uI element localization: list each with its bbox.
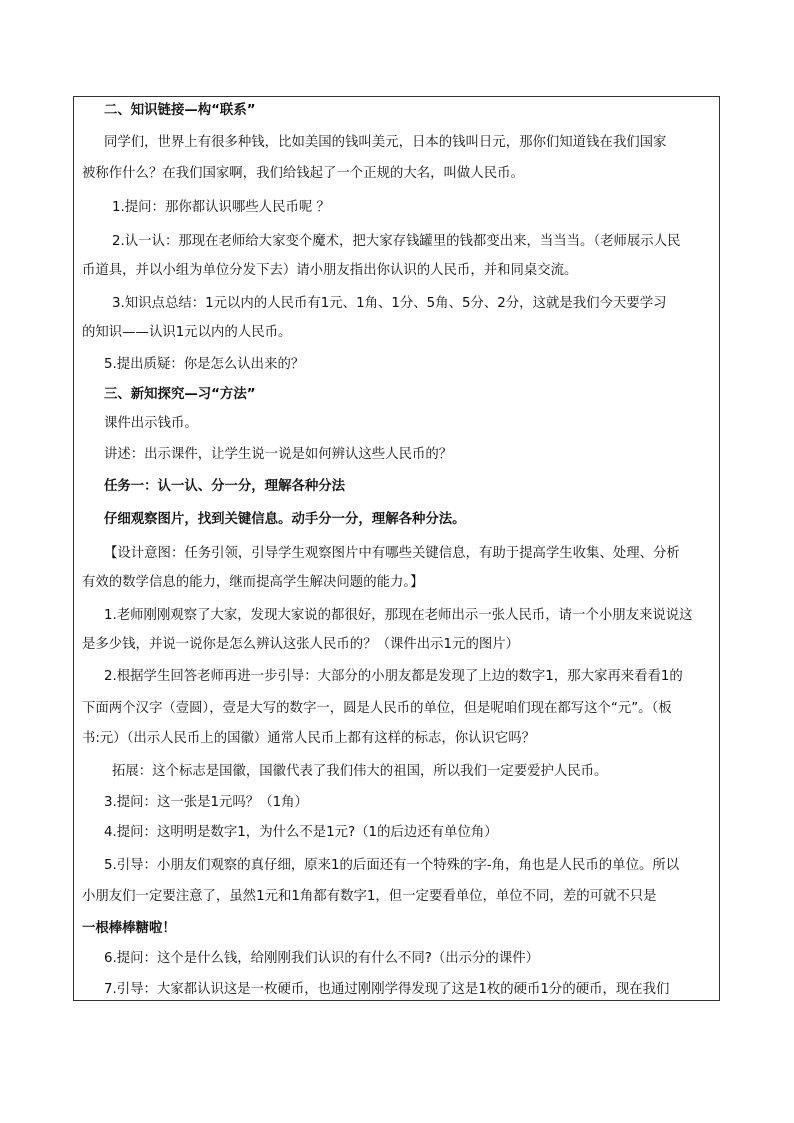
paragraph-line: 课件出示钱币。 [104, 416, 198, 431]
paragraph-line: 的知识——认识1元以内的人民币。 [82, 325, 292, 340]
section-heading-2: 二、知识链接—构“联系” [104, 103, 256, 118]
paragraph-line: 书:元）（出示人民币上的国徽）通常人民币上都有这样的标志，你认识它吗？ [82, 731, 536, 746]
paragraph-line: 1.提问：那你都认识哪些人民币呢 ？ [112, 200, 330, 215]
paragraph-line: 同学们，世界上有很多种钱，比如美国的钱叫美元，日本的钱叫日元，那你们知道钱在我们国家 [104, 135, 667, 150]
paragraph-line: 4.提问：这明明是数字1，为什么不是1元?（1的后边还有单位角） [104, 825, 498, 840]
paragraph-line: 是多少钱，并说一说你是怎么辨认这张人民币的？（课件出示1元的图片） [82, 637, 520, 652]
paragraph-line: 3.提问：这一张是1元吗？（1角） [104, 795, 308, 810]
document-frame [73, 96, 720, 1001]
paragraph-line: 5.引导：小朋友们观察的真仔细，原来1的后面还有一个特殊的字-角，角也是人民币的单位。所以 [104, 858, 680, 873]
paragraph-line: 1.老师刚刚观察了大家，发现大家说的都很好，那现在老师出示一张人民币，请一个小朋友来说说这 [104, 608, 693, 623]
design-intent-line: 【设计意图：任务引领，引导学生观察图片中有哪些关键信息，有助于提高学生收集、处理、分析 [104, 546, 680, 561]
paragraph-line: 讲述：出示课件，让学生说一说是如何辨认这些人民币的？ [104, 447, 453, 462]
paragraph-line: 币道具，并以小组为单位分发下去）请小朋友指出你认识的人民币，并和同桌交流。 [82, 263, 578, 278]
paragraph-line: 3.知识点总结：1元以内的人民币有1元、1角、1分、5角、5分、2分，这就是我们今天要学习 [112, 296, 667, 311]
paragraph-line: 下面两个汉字（壹圆），壹是大写的数字一，圆是人民币的单位，但是呢咱们现在都写这个“元”。（板 [82, 701, 672, 716]
paragraph-line: 被称作什么？在我们国家啊，我们给钱起了一个正规的大名，叫做人民币。 [82, 166, 524, 181]
task-heading: 任务一：认一认、分一分，理解各种分法 [104, 479, 346, 494]
paragraph-line: 小朋友们一定要注意了，虽然1元和1角都有数字1，但一定要看单位，单位不同，差的可就不只是 [82, 889, 657, 904]
paragraph-line: 6.提问：这个是什么钱，给刚刚我们认识的有什么不同?（出示分的课件） [104, 951, 539, 966]
task-subheading: 仔细观察图片，找到关键信息。动手分一分，理解各种分法。 [104, 512, 466, 527]
paragraph-line: 2.根据学生回答老师再进一步引导：大部分的小朋友都是发现了上边的数字1，那大家再来看看1的 [104, 669, 683, 684]
paragraph-line: 拓展：这个标志是国徽，国徽代表了我们伟大的祖国，所以我们一定要爱护人民币。 [112, 764, 608, 779]
paragraph-line: 7.引导：大家都认识这是一枚硬币，也通过刚刚学得发现了这是1枚的硬币1分的硬币，现在我们 [104, 982, 670, 997]
section-heading-3: 三、新知探究—习“方法” [104, 387, 256, 402]
paragraph-line: 一根棒棒糖啦！ [82, 921, 176, 936]
paragraph-line: 5.提出质疑：你是怎么认出来的？ [104, 357, 305, 372]
paragraph-line: 2.认一认：那现在老师给大家变个魔术，把大家存钱罐里的钱都变出来，当当当。（老师展示人民 [112, 234, 681, 249]
design-intent-line: 有效的数学信息的能力，继而提高学生解决问题的能力。】 [82, 575, 424, 590]
